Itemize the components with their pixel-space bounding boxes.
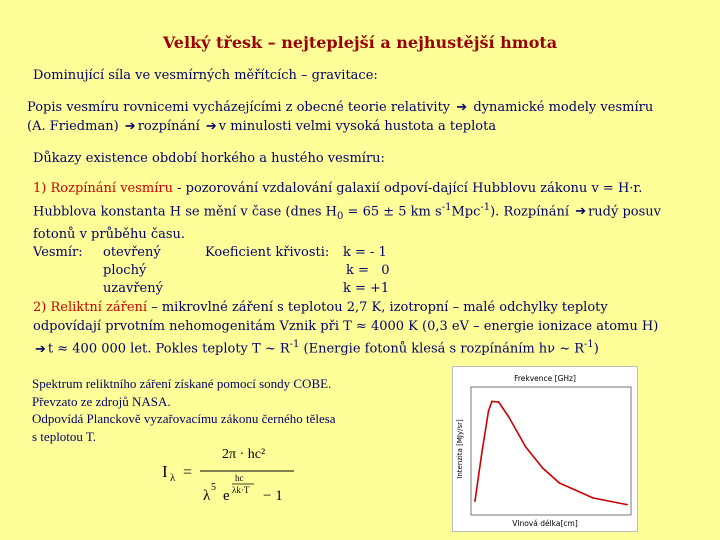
caption-line: Převzato ze zdrojů NASA. — [32, 393, 171, 409]
evidence-block — [33, 180, 713, 359]
spectrum-data-point — [592, 497, 594, 499]
point-2-text: – mikrovlné záření s teplotou 2,7 K, izotropní – malé odchylky teploty — [147, 300, 608, 316]
point-2-text: (Energie fotonů klesá s rozpínáním hν ~ R — [299, 341, 585, 357]
page-title: Velký třesk – nejteplejší a nejhustější hmota — [162, 33, 558, 52]
point-2-line-1 — [33, 299, 713, 318]
spectrum-data-point — [491, 401, 493, 403]
universe-label: Vesmír: — [33, 245, 83, 261]
point-1-lead: 1) Rozpínání vesmíru — [33, 181, 173, 196]
desc-text: Popis vesmíru rovnicemi vycházejícími z obecné teorie relativity — [27, 100, 451, 115]
description-line-1 — [27, 99, 717, 118]
formula-minus-one: − 1 — [263, 488, 283, 504]
point-1-line-3: fotonů v průběhu času. — [33, 226, 186, 242]
spectrum-data-point — [626, 504, 628, 506]
planck-formula — [160, 438, 300, 510]
curvature-label: Koeficient křivosti: — [205, 245, 330, 261]
cobe-spectrum-chart — [452, 366, 638, 532]
chart-y-axis-label: Intenzita [MJy/sr] — [456, 419, 464, 479]
formula-lambda-exp: 5 — [211, 482, 216, 493]
evidence-heading: Důkazy existence období horkého a hustého vesmíru: — [33, 151, 385, 166]
superscript: -1 — [584, 339, 594, 351]
curvature-open: k = - 1 — [343, 245, 387, 261]
formula-e: e — [223, 488, 230, 504]
point-1-text: Hubblova konstanta H se mění v čase (dnes H — [33, 203, 338, 219]
point-1-text: rudý posuv — [588, 203, 662, 219]
formula-equals: = — [183, 464, 193, 481]
chart-x-axis-label: Vlnová délka[cm] — [512, 519, 578, 528]
point-1-text: ). Rozpínání — [490, 203, 570, 219]
dominant-force-line: Dominující síla ve vesmírných měřítcích – gravitace: — [33, 68, 378, 83]
point-2-line-2: odpovídají prvotním nehomogenitám Vznik při T ≈ 4000 K (0,3 eV – energie ionizace atomu H) — [33, 318, 659, 334]
formula-exp-den: λk·T — [232, 485, 250, 495]
superscript: -1 — [480, 201, 491, 213]
chart-svg — [453, 367, 637, 531]
formula-numerator: 2π · hc² — [222, 447, 266, 462]
arrow-right-icon: ➔ — [205, 118, 217, 134]
point-2-line-3 — [33, 336, 713, 359]
spectrum-data-point — [559, 482, 561, 484]
superscript: -1 — [441, 201, 452, 213]
universe-flat: plochý — [103, 263, 147, 279]
spectrum-data-point — [488, 410, 490, 412]
superscript: -1 — [289, 339, 300, 351]
caption-line: Spektrum reliktního záření získané pomocí sondy COBE. — [32, 376, 332, 391]
formula-exp-num: hc — [235, 473, 244, 483]
desc-text: rozpínání — [137, 118, 200, 134]
point-1-line-1 — [33, 180, 713, 199]
caption-line: s teplotou T. — [32, 428, 97, 444]
spectrum-data-point — [498, 401, 500, 403]
point-1-line-2 — [33, 199, 713, 226]
formula-lhs: I — [162, 462, 168, 481]
description-line-2 — [27, 118, 717, 137]
universe-open: otevřený — [103, 245, 161, 261]
formula-lambda: λ — [203, 488, 211, 504]
spectrum-data-point — [508, 416, 510, 418]
point-1-text: - pozorování vzdalování galaxií odpoví-dající Hubblovu zákonu v = H·r. — [173, 181, 643, 196]
point-2-text: ) — [593, 341, 599, 357]
spectrum-data-point — [525, 446, 527, 448]
chart-plot-area — [471, 387, 631, 515]
point-2-lead: 2) Reliktní záření — [33, 300, 148, 316]
subscript: 0 — [337, 210, 344, 222]
arrow-right-icon: ➔ — [124, 118, 136, 134]
curvature-closed: k = +1 — [343, 281, 390, 297]
arrow-right-icon: ➔ — [456, 100, 468, 115]
caption-line: Odpovídá Planckově vyzařovacímu zákonu černého tělesa — [32, 411, 336, 426]
chart-top-axis-label: Frekvence [GHz] — [514, 374, 576, 383]
desc-text: (A. Friedman) — [27, 118, 119, 134]
arrow-right-icon: ➔ — [575, 203, 587, 219]
description-block — [27, 99, 717, 136]
spectrum-data-point — [542, 467, 544, 469]
arrow-right-icon: ➔ — [35, 341, 46, 357]
universe-closed: uzavřený — [103, 281, 163, 297]
desc-text: dynamické modely vesmíru — [473, 100, 654, 115]
spectrum-caption — [32, 375, 427, 445]
point-2-text: t ≈ 400 000 let. Pokles teploty T ~ R — [47, 341, 290, 357]
desc-text: v minulosti velmi vysoká hustota a teplota — [218, 118, 497, 134]
point-1-text: = 65 ± 5 km s — [343, 203, 442, 219]
spectrum-data-point — [474, 500, 476, 502]
planck-formula-svg — [160, 438, 300, 510]
formula-lhs-sub: λ — [170, 472, 176, 484]
spectrum-data-point — [481, 452, 483, 454]
curvature-flat: k = 0 — [346, 263, 390, 279]
universe-types — [33, 244, 713, 299]
point-1-text: Mpc — [451, 203, 481, 219]
